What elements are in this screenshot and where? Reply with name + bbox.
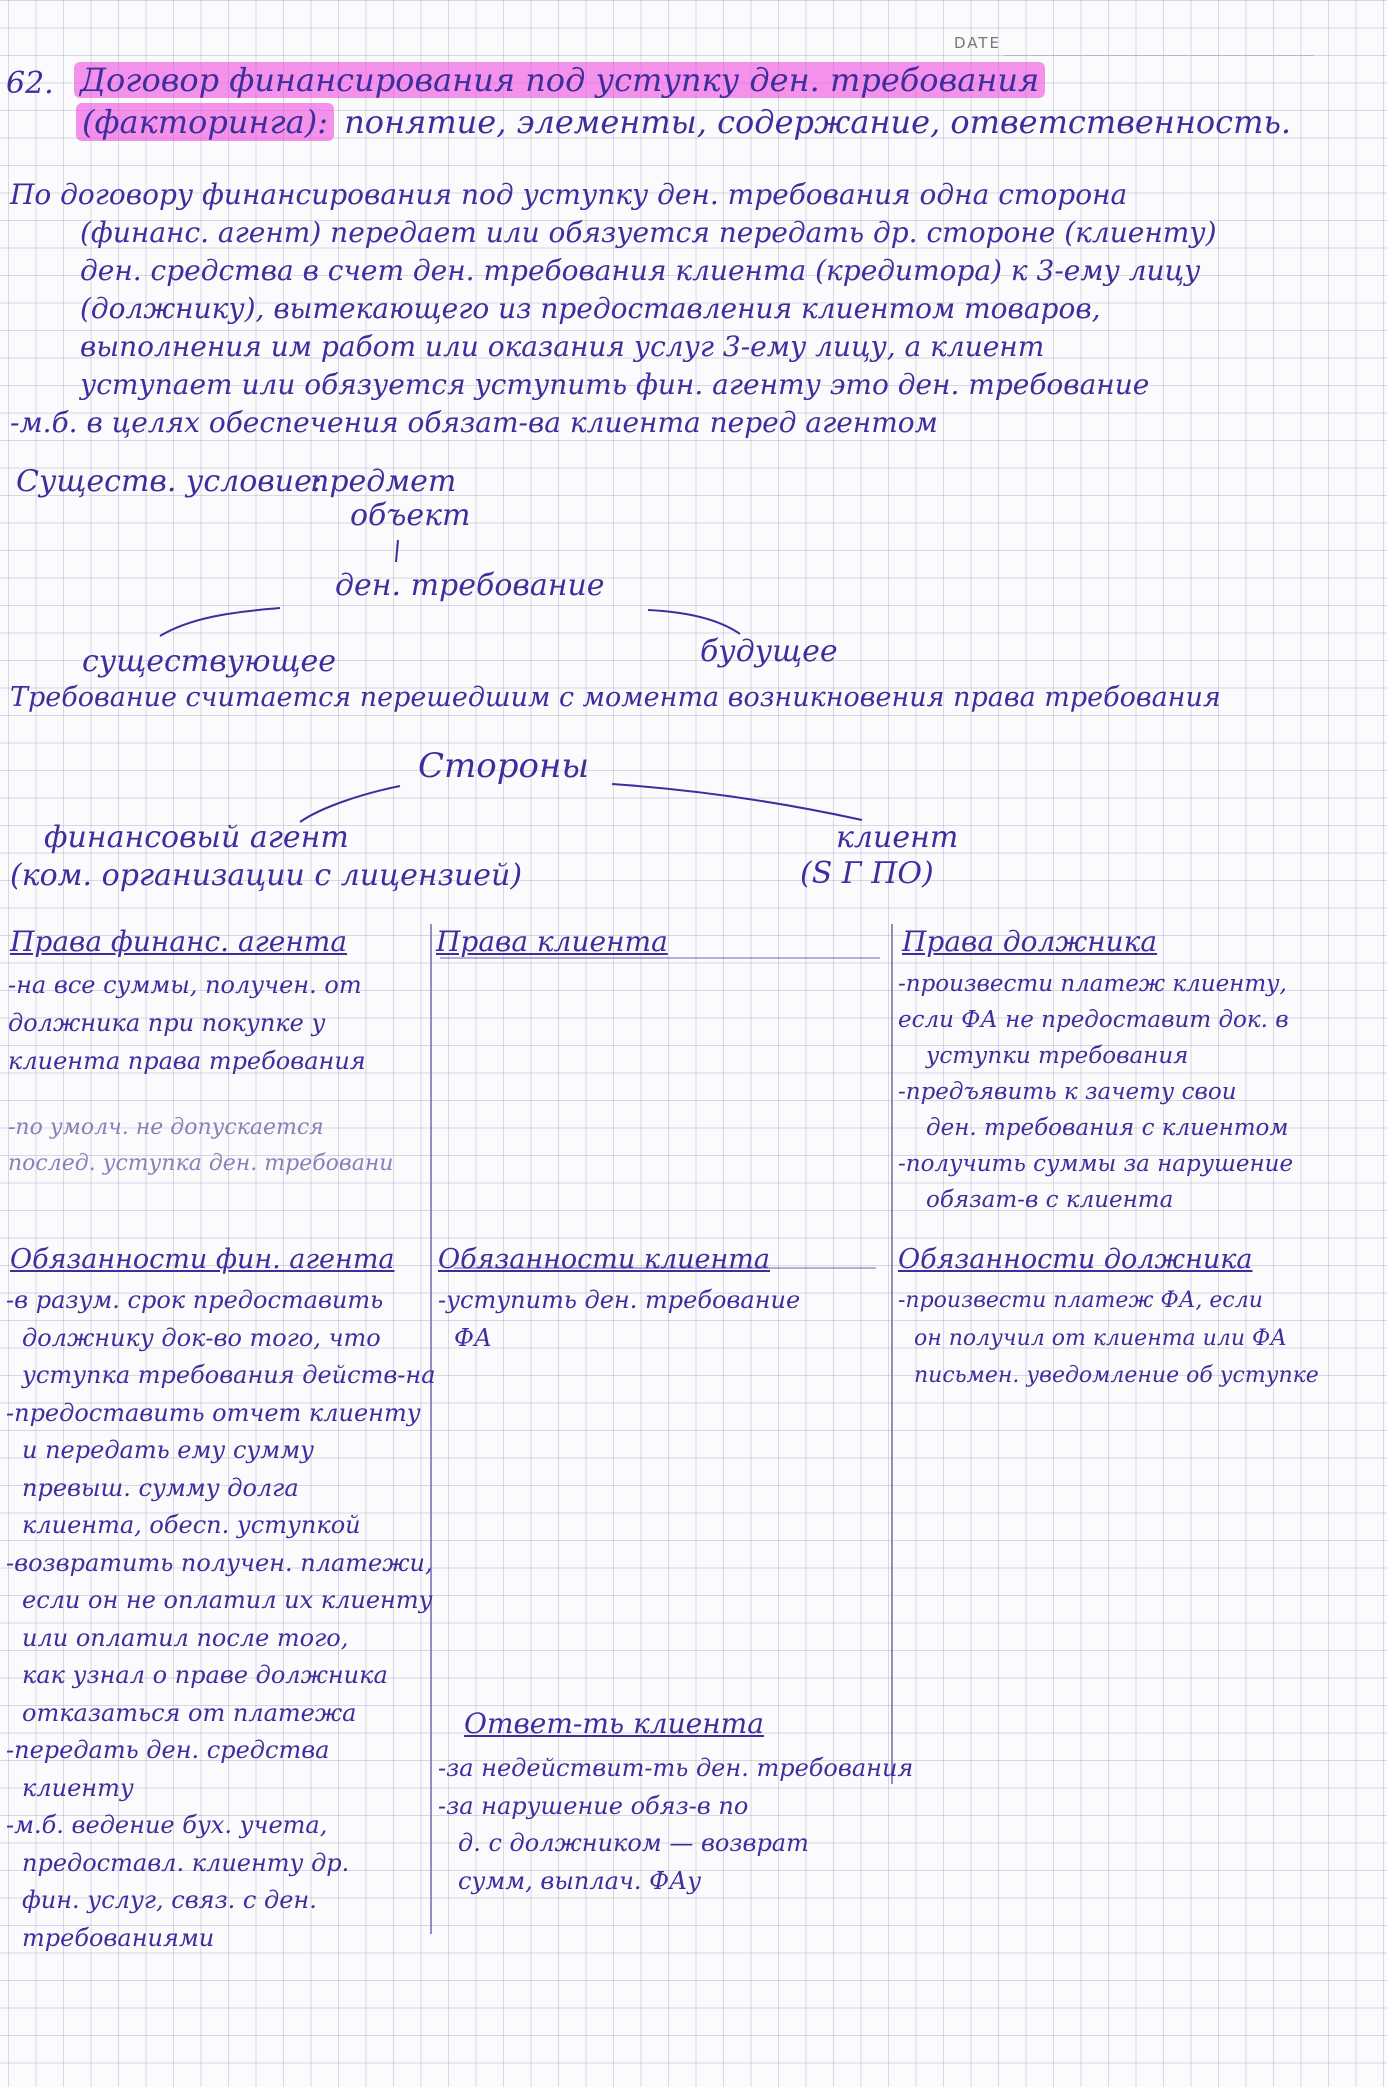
list-item: д. с должником — возврат bbox=[458, 1829, 809, 1857]
list-item: если ФА не предоставит док. в bbox=[898, 1007, 1289, 1033]
list-item: -в разум. срок предоставить bbox=[6, 1286, 384, 1314]
liability-title: Ответ-ть клиента bbox=[464, 1707, 764, 1740]
list-item: -предоставить отчет клиенту bbox=[6, 1398, 421, 1427]
list-item: превыш. сумму долга bbox=[22, 1473, 299, 1502]
list-item: -произвести платеж клиенту, bbox=[898, 971, 1287, 997]
list-item: -уступить ден. требование bbox=[438, 1286, 801, 1314]
list-item: -возвратить получен. платежи, bbox=[6, 1548, 433, 1577]
list-item: как узнал о праве должника bbox=[22, 1661, 388, 1689]
debtor-rights-title: Права должника bbox=[902, 925, 1158, 958]
liability-list bbox=[438, 1750, 913, 1900]
transfer-note: Требование считается перешедшим с момента возникновения права требования bbox=[10, 682, 1221, 713]
existing-claim: существующее bbox=[82, 644, 337, 679]
debtor-duties-list bbox=[898, 1282, 1319, 1395]
list-item: клиента права требования bbox=[8, 1047, 366, 1075]
list-item: требованиями bbox=[22, 1923, 215, 1952]
party-client-note: (S Г ПО) bbox=[800, 856, 934, 891]
date-label: DATE bbox=[954, 34, 1002, 52]
list-item: -получить суммы за нарушение bbox=[898, 1151, 1294, 1177]
agent-rights-faint-list bbox=[8, 1110, 393, 1182]
column-divider bbox=[891, 924, 893, 1784]
list-item: -м.б. ведение бух. учета, bbox=[6, 1811, 328, 1839]
list-item: -предъявить к зачету свои bbox=[898, 1079, 1237, 1105]
essential-object: объект bbox=[350, 498, 471, 533]
party-agent: финансовый агент bbox=[44, 820, 349, 855]
definition-line: ден. средства в счет ден. требования клиента (кредитора) к 3-ему лицу bbox=[80, 254, 1201, 287]
debtor-rights-list bbox=[898, 966, 1293, 1218]
list-item: отказаться от платежа bbox=[22, 1698, 357, 1727]
agent-duties-list bbox=[6, 1282, 436, 1957]
client-duties-title: Обязанности клиента bbox=[438, 1244, 771, 1275]
list-item: ден. требования с клиентом bbox=[926, 1115, 1289, 1141]
debtor-duties-title: Обязанности должника bbox=[898, 1244, 1253, 1275]
list-item: ФА bbox=[454, 1323, 493, 1352]
agent-duties-title: Обязанности фин. агента bbox=[10, 1244, 395, 1275]
list-item: и передать ему сумму bbox=[22, 1436, 315, 1464]
list-item: послед. уступка ден. требовани bbox=[8, 1151, 394, 1176]
title-rest: понятие, элементы, содержание, ответственность. bbox=[344, 103, 1292, 141]
list-item: -передать ден. средства bbox=[6, 1736, 330, 1764]
list-item: клиента, обесп. уступкой bbox=[22, 1511, 361, 1539]
parties-label: Стороны bbox=[418, 746, 590, 786]
list-item: -за нарушение обяз-в по bbox=[438, 1791, 749, 1820]
list-item: -по умолч. не допускается bbox=[8, 1115, 324, 1140]
title-highlight: (факторинга): bbox=[76, 103, 334, 141]
client-duties-list bbox=[438, 1282, 800, 1357]
agent-rights-list bbox=[8, 966, 366, 1080]
list-item: -за недействит-ть ден. требования bbox=[438, 1754, 914, 1782]
agent-rights-title: Права финанс. агента bbox=[10, 925, 348, 958]
list-item: сумм, выплач. ФАу bbox=[458, 1866, 702, 1895]
list-item: или оплатил после того, bbox=[22, 1623, 349, 1652]
definition-line: -м.б. в целях обеспечения обязат-ва клиента перед агентом bbox=[10, 406, 938, 439]
future-claim: будущее bbox=[700, 634, 838, 669]
list-item: уступка требования действ-на bbox=[22, 1361, 436, 1389]
list-item: фин. услуг, связ. с ден. bbox=[22, 1886, 317, 1914]
party-agent-note: (ком. организации с лицензией) bbox=[10, 858, 523, 893]
list-item: уступки требования bbox=[926, 1043, 1189, 1069]
definition-line: выполнения им работ или оказания услуг 3-ему лицу, а клиент bbox=[80, 330, 1045, 363]
definition-line: По договору финансирования под уступку ден. требования одна сторона bbox=[10, 178, 1128, 211]
essential-label: Существ. условие: bbox=[16, 464, 322, 499]
list-item: письмен. уведомление об уступке bbox=[914, 1363, 1319, 1388]
list-item: он получил от клиента или ФА bbox=[914, 1325, 1287, 1351]
list-item: -произвести платеж ФА, если bbox=[898, 1288, 1263, 1313]
list-item: -на все суммы, получен. от bbox=[8, 971, 362, 999]
list-item: обязат-в с клиента bbox=[926, 1187, 1174, 1213]
question-number: 62. bbox=[6, 66, 54, 101]
definition-line: (должнику), вытекающего из предоставления клиентом товаров, bbox=[80, 292, 1101, 325]
essential-subject: предмет bbox=[310, 464, 457, 499]
definition-line: (финанс. агент) передает или обязуется передать др. стороне (клиенту) bbox=[80, 216, 1217, 249]
list-item: должника при покупке у bbox=[8, 1009, 326, 1037]
definition-line: уступает или обязуется уступить фин. агенту это ден. требование bbox=[80, 368, 1150, 401]
list-item: должнику док-во того, что bbox=[22, 1323, 381, 1352]
title-line-1: Договор финансирования под уступку ден. требования bbox=[74, 62, 1045, 98]
list-item: клиенту bbox=[22, 1773, 134, 1802]
money-claim: ден. требование bbox=[335, 568, 605, 603]
list-item: если он не оплатил их клиенту bbox=[22, 1586, 433, 1614]
list-item: предоставл. клиенту др. bbox=[22, 1848, 350, 1877]
party-client: клиент bbox=[836, 820, 959, 855]
client-rights-title: Права клиента bbox=[436, 925, 668, 958]
